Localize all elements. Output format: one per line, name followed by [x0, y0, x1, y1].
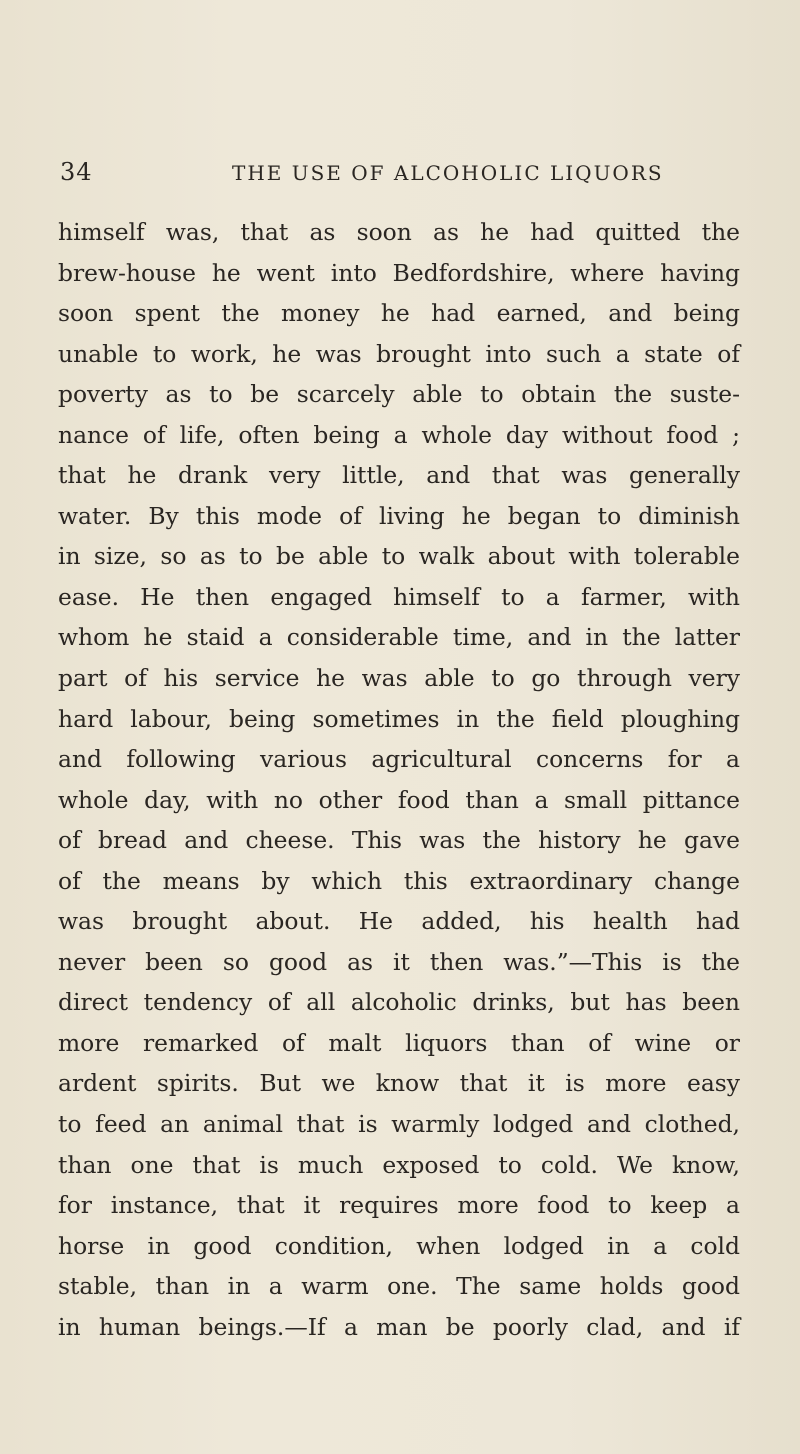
text-line: direct tendency of all alcoholic drinks, but has been — [58, 988, 740, 1017]
text-line: and following various agricultural concerns for a — [58, 745, 740, 774]
text-line: of bread and cheese. This was the history he gave — [58, 826, 740, 855]
running-title: THE USE OF ALCOHOLIC LIQUORS — [232, 161, 664, 185]
text-line: ease. He then engaged himself to a farmer, with — [58, 582, 740, 611]
text-line: of the means by which this extraordinary change — [58, 866, 740, 895]
text-line: never been so good as it then was.”—This is the — [58, 947, 740, 976]
text-line: was brought about. He added, his health had — [58, 907, 740, 936]
text-line: horse in good condition, when lodged in a cold — [58, 1231, 740, 1260]
text-line: soon spent the money he had earned, and being — [58, 299, 740, 328]
text-line: whole day, with no other food than a small pittance — [58, 785, 740, 814]
text-line: more remarked of malt liquors than of wine or — [58, 1028, 740, 1057]
text-line: ardent spirits. But we know that it is more easy — [58, 1069, 740, 1098]
page-number: 34 — [60, 158, 93, 186]
body-text — [58, 212, 740, 1347]
text-line: than one that is much exposed to cold. We know, — [58, 1150, 740, 1179]
text-line: stable, than in a warm one. The same holds good — [58, 1272, 740, 1301]
text-line: to feed an animal that is warmly lodged and clothed, — [58, 1110, 740, 1139]
page-header — [60, 158, 750, 198]
text-line: in human beings.—If a man be poorly clad, and if — [58, 1312, 740, 1341]
text-line: part of his service he was able to go through very — [58, 664, 740, 693]
text-line: nance of life, often being a whole day without food ; — [58, 420, 740, 449]
text-line: in size, so as to be able to walk about with tolerable — [58, 542, 740, 571]
text-line: poverty as to be scarcely able to obtain the suste- — [58, 380, 740, 409]
text-line: whom he staid a considerable time, and in the latter — [58, 623, 740, 652]
text-line: hard labour, being sometimes in the field ploughing — [58, 704, 740, 733]
text-line: water. By this mode of living he began to diminish — [58, 501, 740, 530]
text-line: unable to work, he was brought into such a state of — [58, 339, 740, 368]
text-line: himself was, that as soon as he had quitted the — [58, 218, 740, 246]
text-line: brew-house he went into Bedfordshire, where having — [58, 258, 740, 287]
text-line: that he drank very little, and that was generally — [58, 461, 740, 490]
text-line: for instance, that it requires more food to keep a — [58, 1191, 740, 1220]
